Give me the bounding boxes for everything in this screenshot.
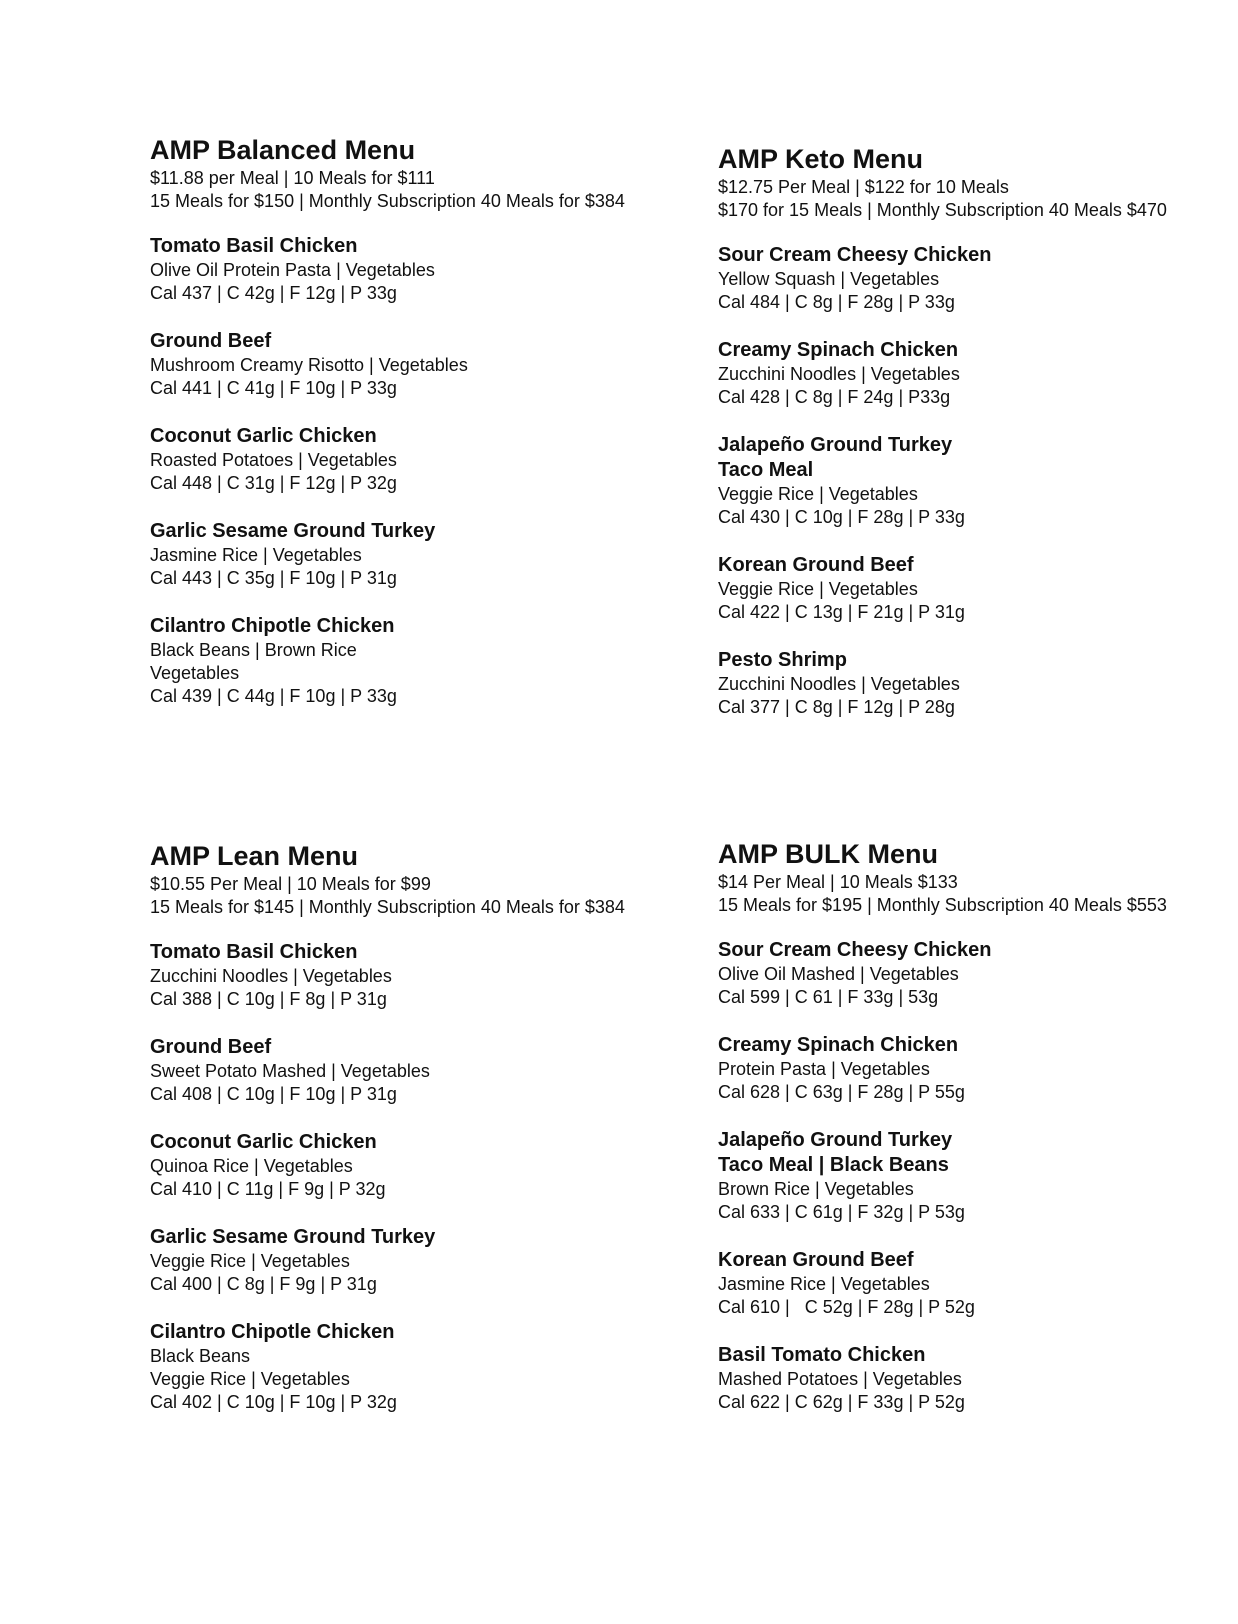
dish-item <box>718 243 1167 314</box>
dish-sides: Brown Rice | Vegetables <box>718 1179 914 1199</box>
dish-sides: Jasmine Rice | Vegetables <box>150 545 362 565</box>
dish-name: Creamy Spinach Chicken <box>718 1034 959 1056</box>
lean-menu <box>150 839 625 1438</box>
dish-name: Garlic Sesame Ground Turkey <box>150 520 436 542</box>
dish-item <box>718 938 1167 1009</box>
dish-item <box>718 338 1167 409</box>
dish-name: Garlic Sesame Ground Turkey <box>150 1226 436 1248</box>
dish-item <box>718 1343 1167 1414</box>
dish-name: Taco Meal | Black Beans <box>718 1154 949 1176</box>
price-line: $14 Per Meal | 10 Meals $133 <box>718 872 958 892</box>
dish-nutrition: Cal 377 | C 8g | F 12g | P 28g <box>718 697 955 717</box>
dish-nutrition: Cal 622 | C 62g | F 33g | P 52g <box>718 1392 965 1412</box>
price-line: $12.75 Per Meal | $122 for 10 Meals <box>718 177 1009 197</box>
dish-sides: Black Beans <box>150 1346 251 1366</box>
dish-name: Coconut Garlic Chicken <box>150 425 377 447</box>
dish-item <box>718 1128 1167 1224</box>
dish-nutrition: Cal 437 | C 42g | F 12g | P 33g <box>150 283 397 303</box>
dish-item <box>718 433 1167 529</box>
dish-nutrition: Cal 633 | C 61g | F 32g | P 53g <box>718 1202 965 1222</box>
dish-sides: Olive Oil Protein Pasta | Vegetables <box>150 260 435 280</box>
dish-name: Coconut Garlic Chicken <box>150 1131 377 1153</box>
dish-item <box>718 1248 1167 1319</box>
dish-nutrition: Cal 410 | C 11g | F 9g | P 32g <box>150 1179 386 1199</box>
dish-name: Sour Cream Cheesy Chicken <box>718 244 992 266</box>
dish-item <box>718 1033 1167 1104</box>
menu-pricing <box>150 167 625 213</box>
price-line: 15 Meals for $145 | Monthly Subscription 40 Meals for $384 <box>150 897 625 917</box>
dish-sides: Veggie Rice | Vegetables <box>150 1369 350 1389</box>
dish-name: Ground Beef <box>150 330 272 352</box>
dish-name: Pesto Shrimp <box>718 649 847 671</box>
dish-item <box>150 614 625 708</box>
dish-name: Tomato Basil Chicken <box>150 235 358 257</box>
dish-name: Creamy Spinach Chicken <box>718 339 959 361</box>
dish-item <box>150 519 625 590</box>
dish-sides: Veggie Rice | Vegetables <box>718 484 918 504</box>
dish-name: Sour Cream Cheesy Chicken <box>718 939 992 961</box>
dish-item <box>718 553 1167 624</box>
dish-item <box>150 1130 625 1201</box>
dish-sides: Mushroom Creamy Risotto | Vegetables <box>150 355 468 375</box>
menu-pricing <box>718 871 1167 917</box>
dish-sides: Zucchini Noodles | Vegetables <box>718 674 960 694</box>
dish-sides: Yellow Squash | Vegetables <box>718 269 940 289</box>
dish-sides: Quinoa Rice | Vegetables <box>150 1156 353 1176</box>
balanced-menu <box>150 133 625 732</box>
price-line: $10.55 Per Meal | 10 Meals for $99 <box>150 874 431 894</box>
keto-menu <box>718 142 1167 743</box>
dish-sides: Protein Pasta | Vegetables <box>718 1059 930 1079</box>
dish-nutrition: Cal 388 | C 10g | F 8g | P 31g <box>150 989 387 1009</box>
dish-item <box>150 1035 625 1106</box>
dish-sides: Zucchini Noodles | Vegetables <box>718 364 960 384</box>
dish-name: Basil Tomato Chicken <box>718 1344 926 1366</box>
dish-sides: Roasted Potatoes | Vegetables <box>150 450 397 470</box>
menu-pricing <box>718 176 1167 222</box>
dish-nutrition: Cal 439 | C 44g | F 10g | P 33g <box>150 686 397 706</box>
price-line: 15 Meals for $195 | Monthly Subscription 40 Meals $553 <box>718 895 1167 915</box>
price-line: $11.88 per Meal | 10 Meals for $111 <box>150 168 435 188</box>
menu-title: AMP Balanced Menu <box>150 135 416 165</box>
menu-title: AMP BULK Menu <box>718 839 938 869</box>
dish-nutrition: Cal 441 | C 41g | F 10g | P 33g <box>150 378 397 398</box>
dish-nutrition: Cal 443 | C 35g | F 10g | P 31g <box>150 568 397 588</box>
dish-nutrition: Cal 428 | C 8g | F 24g | P33g <box>718 387 951 407</box>
dish-name: Jalapeño Ground Turkey <box>718 1129 953 1151</box>
dish-nutrition: Cal 422 | C 13g | F 21g | P 31g <box>718 602 965 622</box>
dish-nutrition: Cal 484 | C 8g | F 28g | P 33g <box>718 292 955 312</box>
dish-sides: Veggie Rice | Vegetables <box>718 579 918 599</box>
dish-nutrition: Cal 628 | C 63g | F 28g | P 55g <box>718 1082 965 1102</box>
dish-item <box>718 648 1167 719</box>
menu-title: AMP Keto Menu <box>718 144 924 174</box>
dish-nutrition: Cal 599 | C 61 | F 33g | 53g <box>718 987 939 1007</box>
bulk-menu <box>718 837 1167 1438</box>
dish-item <box>150 424 625 495</box>
dish-name: Cilantro Chipotle Chicken <box>150 1321 395 1343</box>
dish-name: Tomato Basil Chicken <box>150 941 358 963</box>
dish-item <box>150 940 625 1011</box>
dish-item <box>150 1320 625 1414</box>
dish-sides: Mashed Potatoes | Vegetables <box>718 1369 962 1389</box>
price-line: $170 for 15 Meals | Monthly Subscription 40 Meals $470 <box>718 200 1167 220</box>
dish-name: Korean Ground Beef <box>718 554 914 576</box>
dish-sides: Veggie Rice | Vegetables <box>150 1251 350 1271</box>
dish-nutrition: Cal 400 | C 8g | F 9g | P 31g <box>150 1274 377 1294</box>
dish-nutrition: Cal 610 | C 52g | F 28g | P 52g <box>718 1297 975 1317</box>
dish-name: Jalapeño Ground Turkey <box>718 434 953 456</box>
dish-name: Cilantro Chipotle Chicken <box>150 615 395 637</box>
dish-nutrition: Cal 430 | C 10g | F 28g | P 33g <box>718 507 965 527</box>
dish-nutrition: Cal 448 | C 31g | F 12g | P 32g <box>150 473 397 493</box>
dish-item <box>150 234 625 305</box>
dish-item <box>150 329 625 400</box>
dish-sides: Sweet Potato Mashed | Vegetables <box>150 1061 430 1081</box>
dish-nutrition: Cal 402 | C 10g | F 10g | P 32g <box>150 1392 397 1412</box>
dish-sides: Black Beans | Brown Rice <box>150 640 357 660</box>
dish-nutrition: Cal 408 | C 10g | F 10g | P 31g <box>150 1084 397 1104</box>
dish-name: Taco Meal <box>718 459 814 481</box>
dish-item <box>150 1225 625 1296</box>
dish-sides: Vegetables <box>150 663 240 683</box>
menu-title: AMP Lean Menu <box>150 841 359 871</box>
menu-pricing <box>150 873 625 919</box>
dish-name: Korean Ground Beef <box>718 1249 914 1271</box>
dish-sides: Zucchini Noodles | Vegetables <box>150 966 392 986</box>
dish-sides: Olive Oil Mashed | Vegetables <box>718 964 959 984</box>
dish-name: Ground Beef <box>150 1036 272 1058</box>
dish-sides: Jasmine Rice | Vegetables <box>718 1274 930 1294</box>
price-line: 15 Meals for $150 | Monthly Subscription 40 Meals for $384 <box>150 191 625 211</box>
